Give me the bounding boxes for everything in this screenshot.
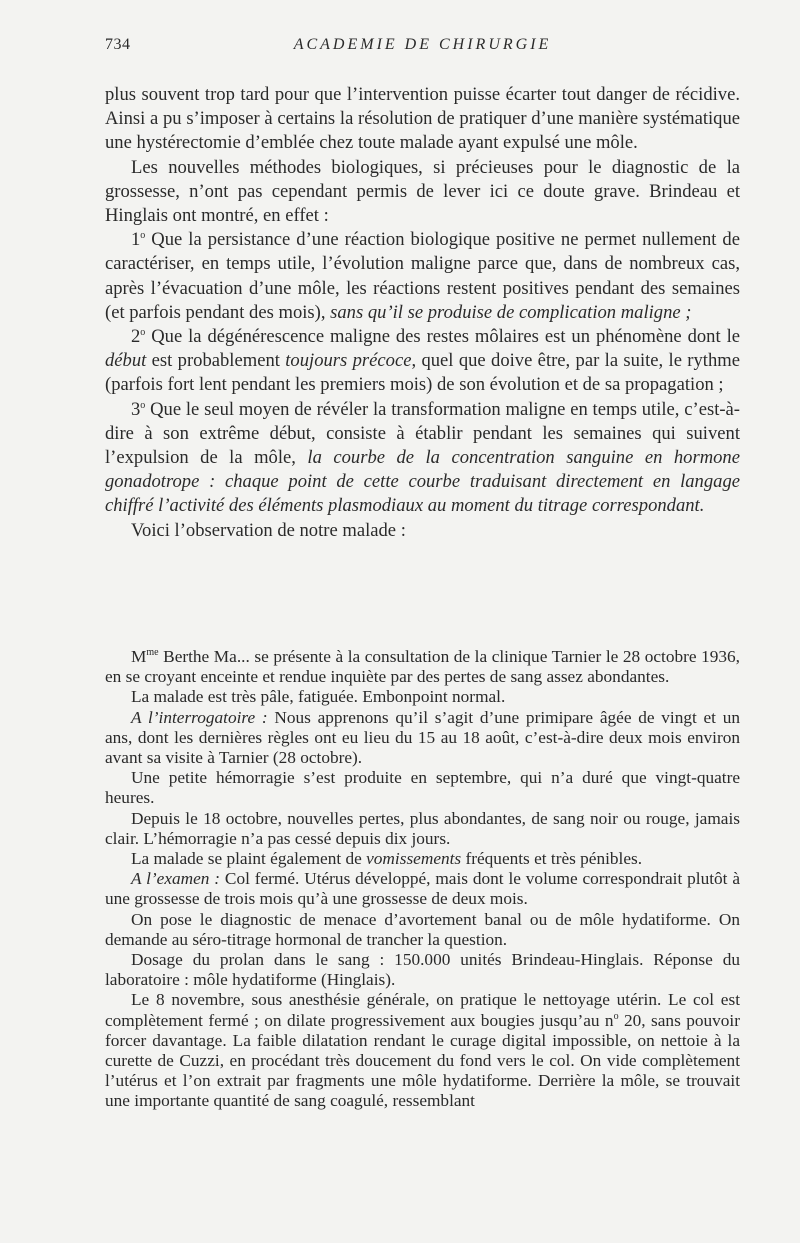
main-text (105, 83, 740, 543)
running-title: ACADEMIE DE CHIRURGIE (293, 36, 552, 53)
observation-text (105, 647, 740, 1112)
observation-paragraph: La malade est très pâle, fatiguée. Embonpoint normal. (131, 687, 506, 707)
page-number: 734 (105, 36, 131, 53)
numbered-point-2: 2$^o$ Que la dégénérescence maligne des restes môlaires est un phénomène dont le début est probablement toujours précoce, quel que doive être, par la suite, le rythme (parfois fort lent pendant les premiers mois) de son évolution et de sa propagation ; (105, 326, 740, 396)
observation-paragraph: Dosage du prolan dans le sang : 150.000 unités Brindeau-Hinglais. Réponse du laboratoire : môle hydatiforme (Hinglais). (105, 950, 740, 990)
paragraph: Voici l’observation de notre malade : (131, 519, 406, 541)
paragraph: plus souvent trop tard pour que l’intervention puisse écarter tout danger de récidive. Ainsi a pu s’imposer à certains la résolution de pratiquer d’une manière systématique une hystérectomie d’emblée chez toute malade ayant expulsé une môle. (105, 84, 740, 154)
observation-paragraph: La malade se plaint également de vomissements fréquents et très pénibles. (131, 849, 643, 869)
numbered-point-3: 3$^o$ Que le seul moyen de révéler la transformation maligne en temps utile, c’est-à-dire à son extrême début, consiste à établir pendant les semaines qui suivent l’expulsion de la môle, la courbe de la concentration sanguine en hormone gonadotrope : chaque point de cette courbe traduisant directement en langage chiffré l’activité des éléments plasmodiaux au moment du titrage correspondant. (105, 398, 740, 517)
observation-paragraph: Depuis le 18 octobre, nouvelles pertes, plus abondantes, de sang noir ou rouge, jamais clair. L’hémorragie n’a pas cessé depuis dix jours. (105, 808, 740, 848)
observation-paragraph: A l’interrogatoire : Nous apprenons qu’il s’agit d’une primipare âgée de vingt et un ans, dont les dernières règles ont eu lieu du 15 au 18 août, c’est-à-dire deux mois environ avant sa visite à Tarnier (28 octobre). (105, 707, 740, 768)
paragraph: Les nouvelles méthodes biologiques, si précieuses pour le diagnostic de la grossesse, n’ont pas cependant permis de lever ici ce doute grave. Brindeau et Hinglais ont montré, en effet : (105, 156, 740, 227)
observation-paragraph: A l’examen : Col fermé. Utérus développé, mais dont le volume correspondrait plutôt à une grossesse de trois mois qu’à une grossesse de deux mois. (105, 869, 741, 909)
numbered-point-1: 1$^o$ Que la persistance d’une réaction biologique positive ne permet nullement de caractériser, en temps utile, l’évolution maligne parce que, dans de nombreux cas, après l’évacuation d’une môle, les réactions restent positives pendant des semaines (et parfois pendant des mois), sans qu’il se produise de complication maligne ; (105, 229, 740, 323)
observation-paragraph: Une petite hémorragie s’est produite en septembre, qui n’a duré que vingt-quatre heures. (105, 768, 740, 808)
observation-paragraph: Le 8 novembre, sous anesthésie générale, on pratique le nettoyage utérin. Le col est complètement fermé ; on dilate progressivement aux bougies jusqu’au $n^o$ 20, sans pouvoir forcer davantage. La faible dilatation rendant le curage digital impossible, on nettoie à la curette de Cuzzi, en procédant très doucement du fond vers le col. On vide complètement l’utérus et l’on extrait par fragments une môle hydatiforme. Derrière la môle, se trouvait une importante quantité de sang coagulé, ressemblant (105, 990, 740, 1111)
observation-paragraph: $M^{me}$ Berthe Ma... se présente à la consultation de la clinique Tarnier le 28 octobre 1936, en se croyant enceinte et rendue inquiète par des pertes de sang assez abondantes. (105, 647, 740, 687)
page-header (105, 36, 740, 60)
observation-paragraph: On pose le diagnostic de menace d’avortement banal ou de môle hydatiforme. On demande au séro-titrage hormonal de trancher la question. (105, 909, 740, 949)
